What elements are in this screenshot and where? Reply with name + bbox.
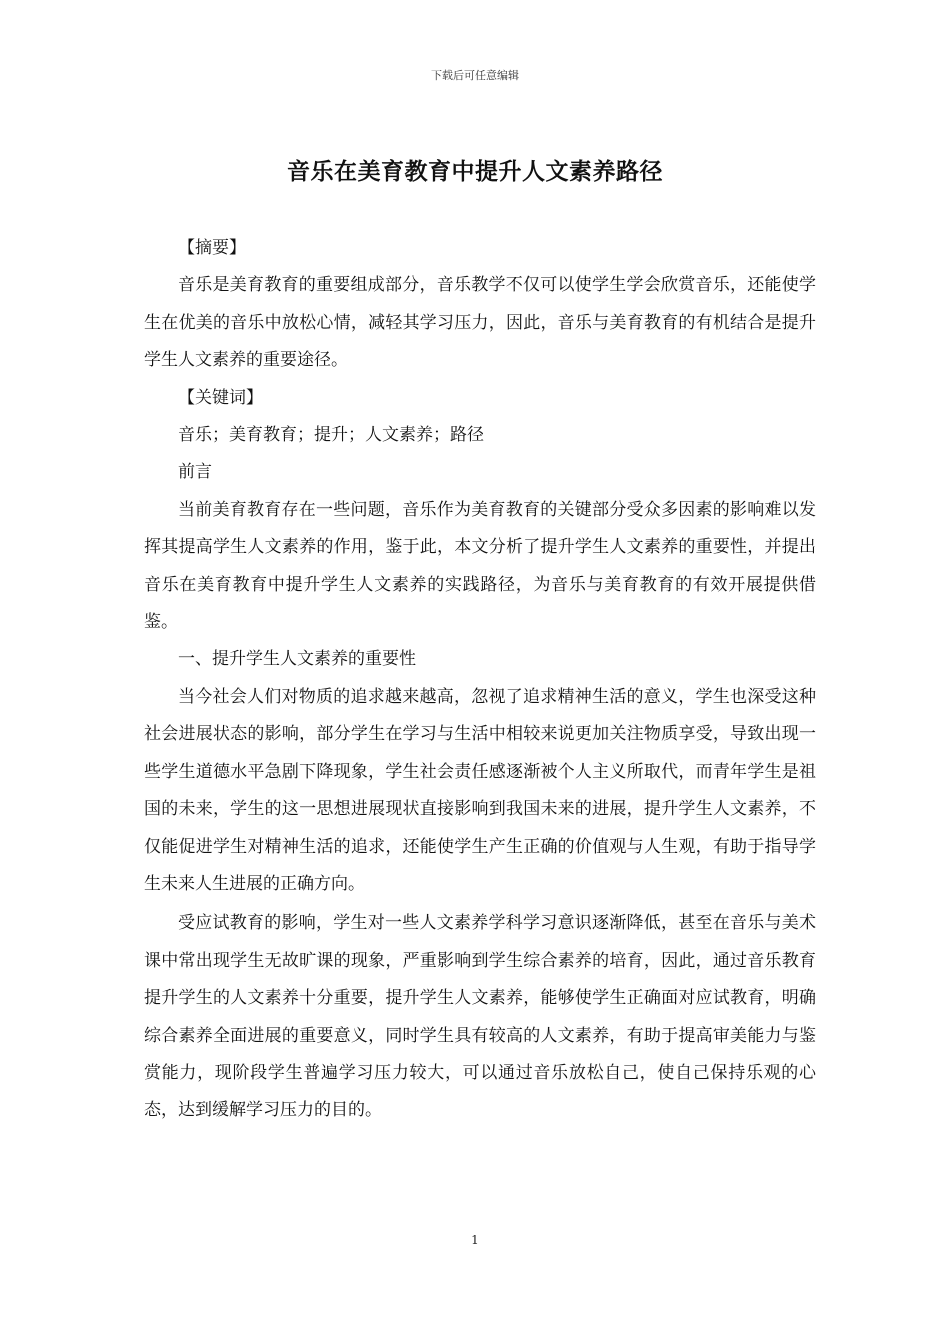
preface-text: 当前美育教育存在一些问题，音乐作为美育教育的关键部分受众多因素的影响难以发挥其提高学生人文素养的作用，鉴于此，本文分析了提升学生人文素养的重要性，并提出音乐在美育教育中提升学生人文素养的实践路径，为音乐与美育教育的有效开展提供借鉴。: [144, 499, 816, 633]
body-paragraph: 当今社会人们对物质的追求越来越高，忽视了追求精神生活的意义，学生也深受这种社会进展状态的影响，部分学生在学习与生活中相较来说更加关注物质享受，导致出现一些学生道德水平急剧下降现象，学生社会责任感逐渐被个人主义所取代，而青年学生是祖国的未来，学生的这一思想进展现状直接影响到我国未来的进展，提升学生人文素养，不仅能促进学生对精神生活的追求，还能使学生产生正确的价值观与人生观，有助于指导学生未来人生进展的正确方向。: [144, 686, 816, 894]
page-number: 1: [471, 1233, 479, 1247]
keywords-heading: 【关键词】: [178, 387, 263, 408]
section-heading: 一、提升学生人文素养的重要性: [178, 649, 416, 670]
preface-heading: 前言: [178, 462, 212, 483]
abstract-heading: 【摘要】: [178, 238, 246, 258]
header-note: 下载后可任意编辑: [431, 69, 519, 82]
document-title: 音乐在美育教育中提升人文素养路径: [287, 158, 663, 185]
document-body: [144, 230, 816, 1130]
body-paragraph: 受应试教育的影响，学生对一些人文素养学科学习意识逐渐降低，甚至在音乐与美术课中常出现学生无故旷课的现象，严重影响到学生综合素养的培育，因此，通过音乐教育提升学生的人文素养十分重要，提升学生人文素养，能够使学生正确面对应试教育，明确综合素养全面进展的重要意义，同时学生具有较高的人文素养，有助于提高审美能力与鉴赏能力，现阶段学生普遍学习压力较大，可以通过音乐放松自己，使自己保持乐观的心态，达到缓解学习压力的目的。: [144, 913, 816, 1121]
keywords-text: 音乐；美育教育；提升；人文素养；路径: [178, 425, 484, 446]
abstract-text: 音乐是美育教育的重要组成部分，音乐教学不仅可以使学生学会欣赏音乐，还能使学生在优美的音乐中放松心情，减轻其学习压力，因此，音乐与美育教育的有机结合是提升学生人文素养的重要途径。: [144, 275, 816, 371]
